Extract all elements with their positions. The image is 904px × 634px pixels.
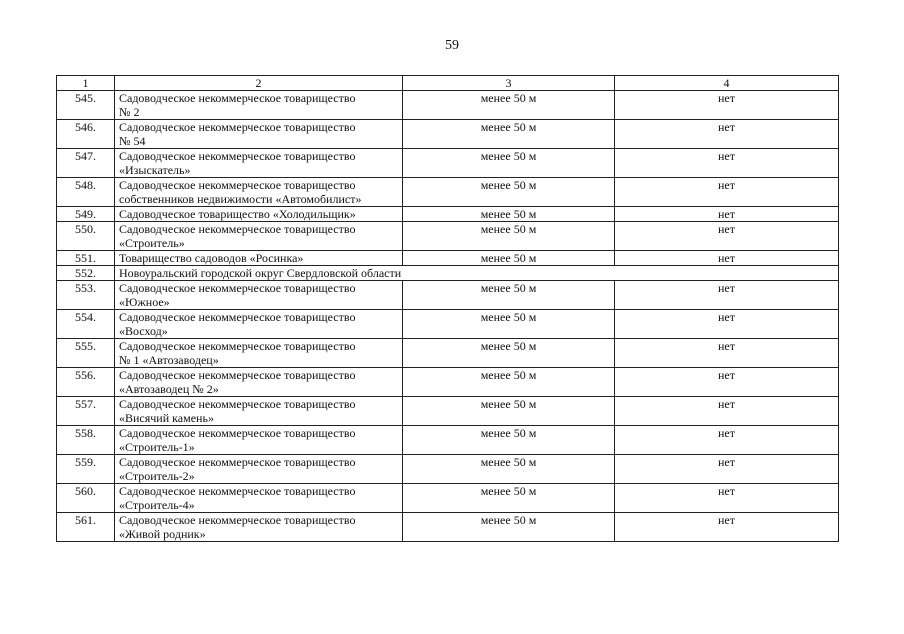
organization-name: [115, 426, 403, 455]
table-row: [57, 251, 839, 266]
table-row: [57, 455, 839, 484]
row-number: 558.: [57, 426, 115, 455]
organization-name-line: Садоводческое некоммерческое товарищество: [119, 426, 356, 440]
value-cell: нет: [615, 339, 839, 368]
header-cell-3: 3: [403, 76, 615, 91]
row-number: 546.: [57, 120, 115, 149]
organization-name-line: «Живой родник»: [119, 527, 206, 541]
table-row: [57, 310, 839, 339]
table-row: [57, 339, 839, 368]
value-cell: нет: [615, 149, 839, 178]
organization-name-line: «Строитель-2»: [119, 469, 195, 483]
row-number: 557.: [57, 397, 115, 426]
distance-cell: менее 50 м: [403, 426, 615, 455]
organization-name-line: Товарищество садоводов «Росинка»: [119, 251, 304, 265]
value-cell: нет: [615, 513, 839, 542]
row-number: 545.: [57, 91, 115, 120]
organization-name-line: Садоводческое некоммерческое товарищество: [119, 91, 356, 105]
table-row: [57, 513, 839, 542]
organization-name: [115, 397, 403, 426]
distance-cell: менее 50 м: [403, 339, 615, 368]
section-row: [57, 266, 839, 281]
row-number: 549.: [57, 207, 115, 222]
distance-cell: менее 50 м: [403, 91, 615, 120]
organization-name-line: Садоводческое некоммерческое товарищество: [119, 178, 356, 192]
table-row: [57, 149, 839, 178]
table-row: [57, 207, 839, 222]
organization-name: [115, 513, 403, 542]
distance-cell: менее 50 м: [403, 513, 615, 542]
organization-name: [115, 455, 403, 484]
distance-cell: менее 50 м: [403, 178, 615, 207]
organization-name: [115, 484, 403, 513]
organization-name-line: № 2: [119, 105, 140, 119]
row-number: 551.: [57, 251, 115, 266]
distance-cell: менее 50 м: [403, 149, 615, 178]
organization-name-line: Садоводческое некоммерческое товарищество: [119, 397, 356, 411]
table-row: [57, 222, 839, 251]
row-number: 548.: [57, 178, 115, 207]
distance-cell: менее 50 м: [403, 368, 615, 397]
organization-name: [115, 281, 403, 310]
organization-name-line: Садоводческое некоммерческое товарищество: [119, 484, 356, 498]
row-number: 555.: [57, 339, 115, 368]
row-number: 552.: [57, 266, 115, 281]
organization-name-line: «Строитель-1»: [119, 440, 195, 454]
organization-name-line: собственников недвижимости «Автомобилист»: [119, 192, 362, 206]
row-number: 560.: [57, 484, 115, 513]
value-cell: нет: [615, 310, 839, 339]
organization-name-line: № 1 «Автозаводец»: [119, 353, 219, 367]
value-cell: нет: [615, 368, 839, 397]
data-table: [56, 75, 839, 542]
distance-cell: менее 50 м: [403, 120, 615, 149]
table-row: [57, 426, 839, 455]
organization-name: [115, 251, 403, 266]
organization-name-line: Садоводческое некоммерческое товарищество: [119, 310, 356, 324]
organization-name-line: Садоводческое некоммерческое товарищество: [119, 222, 356, 236]
value-cell: нет: [615, 91, 839, 120]
organization-name-line: Садоводческое товарищество «Холодильщик»: [119, 207, 356, 221]
value-cell: нет: [615, 178, 839, 207]
row-number: 561.: [57, 513, 115, 542]
header-row: [57, 76, 839, 91]
value-cell: нет: [615, 251, 839, 266]
organization-name: [115, 339, 403, 368]
distance-cell: менее 50 м: [403, 484, 615, 513]
organization-name-line: Садоводческое некоммерческое товарищество: [119, 339, 356, 353]
table-row: [57, 178, 839, 207]
row-number: 547.: [57, 149, 115, 178]
organization-name: [115, 149, 403, 178]
value-cell: нет: [615, 484, 839, 513]
distance-cell: менее 50 м: [403, 310, 615, 339]
row-number: 559.: [57, 455, 115, 484]
organization-name-line: Садоводческое некоммерческое товарищество: [119, 149, 356, 163]
value-cell: нет: [615, 207, 839, 222]
organization-name-line: «Строитель-4»: [119, 498, 195, 512]
distance-cell: менее 50 м: [403, 281, 615, 310]
value-cell: нет: [615, 222, 839, 251]
organization-name-line: «Автозаводец № 2»: [119, 382, 219, 396]
header-cell-4: 4: [615, 76, 839, 91]
distance-cell: менее 50 м: [403, 207, 615, 222]
row-number: 554.: [57, 310, 115, 339]
table-row: [57, 397, 839, 426]
header-cell-1: 1: [57, 76, 115, 91]
organization-name-line: Садоводческое некоммерческое товарищество: [119, 368, 356, 382]
organization-name-line: Садоводческое некоммерческое товарищество: [119, 455, 356, 469]
page-number: 59: [445, 38, 459, 53]
organization-name-line: Садоводческое некоммерческое товарищество: [119, 120, 356, 134]
organization-name-line: «Висячий камень»: [119, 411, 214, 425]
value-cell: нет: [615, 281, 839, 310]
table-row: [57, 120, 839, 149]
section-title: Новоуральский городской округ Свердловской области: [115, 266, 839, 281]
organization-name-line: «Изыскатель»: [119, 163, 191, 177]
organization-name: [115, 368, 403, 397]
table-row: [57, 91, 839, 120]
header-cell-2: 2: [115, 76, 403, 91]
table-row: [57, 484, 839, 513]
organization-name: [115, 222, 403, 251]
organization-name-line: «Восход»: [119, 324, 168, 338]
organization-name: [115, 178, 403, 207]
organization-name-line: Садоводческое некоммерческое товарищество: [119, 281, 356, 295]
row-number: 553.: [57, 281, 115, 310]
organization-name: [115, 207, 403, 222]
organization-name-line: «Южное»: [119, 295, 170, 309]
organization-name-line: «Строитель»: [119, 236, 185, 250]
distance-cell: менее 50 м: [403, 251, 615, 266]
organization-name-line: № 54: [119, 134, 146, 148]
value-cell: нет: [615, 455, 839, 484]
distance-cell: менее 50 м: [403, 397, 615, 426]
value-cell: нет: [615, 120, 839, 149]
table-row: [57, 281, 839, 310]
value-cell: нет: [615, 397, 839, 426]
organization-name-line: Садоводческое некоммерческое товарищество: [119, 513, 356, 527]
row-number: 556.: [57, 368, 115, 397]
table-body: [57, 76, 839, 542]
organization-name: [115, 310, 403, 339]
value-cell: нет: [615, 426, 839, 455]
distance-cell: менее 50 м: [403, 222, 615, 251]
organization-name: [115, 120, 403, 149]
organization-name: [115, 91, 403, 120]
row-number: 550.: [57, 222, 115, 251]
distance-cell: менее 50 м: [403, 455, 615, 484]
table-row: [57, 368, 839, 397]
